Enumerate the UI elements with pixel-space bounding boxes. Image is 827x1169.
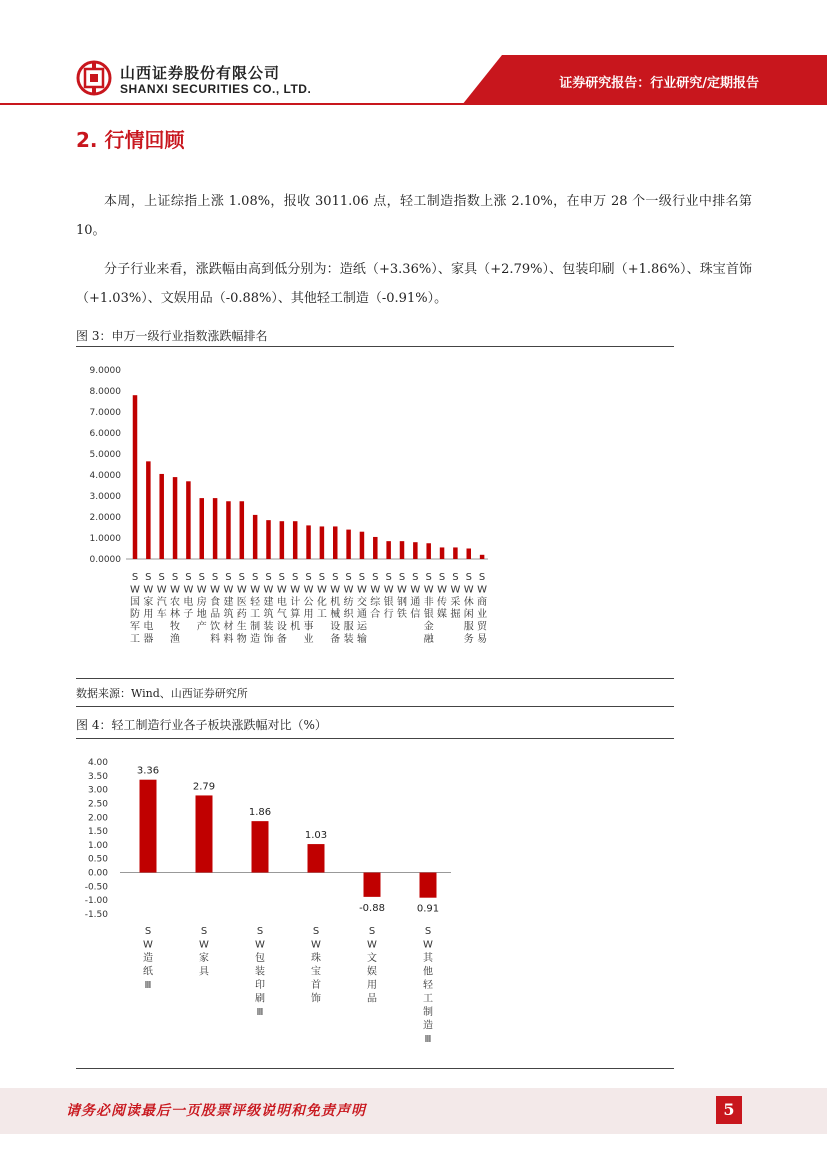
x-tick-char: 装 [255,966,265,978]
bar-2 [196,795,213,872]
x-tick-char: 文 [367,953,377,964]
x-tick-char: W [343,584,354,596]
x-tick-label [304,572,314,645]
x-tick-label [464,572,474,645]
x-tick-label [143,572,153,645]
x-tick-label [290,572,300,633]
x-tick-char: 制 [250,621,261,633]
x-tick-char: S [312,926,320,937]
x-tick-label [477,572,488,645]
x-tick-label [311,926,321,1005]
x-tick-char: 电 [276,596,287,608]
x-tick-label [423,926,434,1045]
y-tick-label: 3.50 [87,771,108,782]
x-tick-char: S [158,572,165,583]
x-tick-char: W [316,584,327,596]
x-tick-char: 业 [303,634,314,645]
x-tick-char: S [345,572,352,583]
bar-8 [226,501,231,559]
x-tick-char: 筑 [263,609,274,621]
bar-26 [467,549,472,560]
x-tick-char: S [200,926,208,937]
x-tick-char: S [225,572,232,583]
x-tick-char: 宝 [311,966,321,978]
x-tick-char: 食 [210,596,221,608]
x-tick-char: 料 [223,634,234,645]
x-tick-char: S [211,572,219,583]
x-tick-char: 造 [250,634,261,645]
x-tick-char: 轻 [423,980,433,991]
bar-17 [346,530,351,559]
x-tick-char: 装 [263,621,274,633]
x-tick-char: S [398,572,406,583]
figure4-title: 图 4：轻工制造行业各子板块涨跌幅对比（%） [76,718,327,732]
x-tick-char: S [278,572,286,583]
y-tick-label: -1.00 [84,896,108,907]
x-tick-label [264,572,274,645]
x-tick-char: Ⅲ [144,980,152,991]
x-tick-char: S [144,926,152,937]
x-tick-char: S [318,572,326,583]
x-tick-label [223,572,233,645]
x-tick-label [255,926,265,1018]
x-tick-char: Ⅲ [256,1007,264,1018]
x-tick-char: W [199,939,209,951]
x-tick-char: W [210,584,221,596]
bar-4 [173,477,178,559]
x-tick-char: 工 [130,634,140,645]
bar-23 [426,543,431,559]
x-tick-char: 用 [303,609,314,621]
x-tick-label [397,572,407,620]
x-tick-char: S [452,572,459,583]
bar-11 [266,520,271,559]
x-tick-char: W [263,584,274,596]
x-tick-char: W [223,584,234,596]
x-tick-char: 设 [276,621,287,633]
x-tick-char: 生 [236,621,247,633]
x-tick-char: W [450,584,461,596]
bar-1 [140,780,157,873]
x-tick-char: W [367,939,377,951]
x-tick-char: 地 [196,609,207,621]
x-tick-char: 用 [367,980,377,991]
x-tick-char: 筑 [223,609,234,621]
x-tick-char: W [330,584,341,596]
y-tick-label: 0.0000 [89,555,121,565]
y-tick-label: 2.50 [87,799,108,810]
bar-3 [159,474,164,559]
x-tick-label [330,572,340,645]
x-tick-char: 金 [423,621,434,633]
x-tick-char: 工 [250,609,261,621]
x-tick-char: 综 [370,596,381,608]
figure4-top-rule [76,706,674,707]
x-tick-char: 通 [356,609,367,621]
x-tick-char: S [425,572,432,583]
x-tick-char: 公 [303,596,314,608]
y-tick-label: 4.0000 [89,471,121,481]
x-tick-char: 用 [143,609,154,621]
x-tick-char: 材 [223,621,234,633]
company-name-en: SHANXI SECURITIES CO., LTD. [120,82,312,96]
x-tick-char: 制 [423,1007,433,1018]
x-tick-char: 纺 [343,596,354,608]
x-tick-label [367,926,377,1005]
y-tick-label: 0.00 [87,868,108,879]
x-tick-char: 首 [311,980,321,991]
y-tick-label: 1.50 [87,827,108,838]
x-tick-char: S [292,572,299,583]
x-tick-char: 输 [356,634,367,645]
data-label: 1.03 [304,830,328,842]
bar-14 [306,525,311,559]
x-tick-char: W [383,584,394,596]
page-header [0,0,827,110]
x-tick-char: W [156,584,167,596]
x-tick-char: 品 [367,993,377,1005]
x-tick-char: W [143,939,153,951]
x-tick-char: 服 [343,621,354,633]
x-tick-char: 传 [437,596,448,608]
x-tick-char: 其 [423,953,433,964]
bar-12 [280,521,285,559]
data-label: -0.88 [359,902,385,914]
x-tick-label [157,572,167,620]
x-tick-label [410,572,420,620]
x-tick-char: 轻 [250,596,261,608]
y-tick-label: 1.00 [87,840,108,851]
paragraph-market-summary: 本周，上证综指上涨 1.08%，报收 3011.06 点，轻工制造指数上涨 2.10%，在申万 28 个一级行业中排名第 10。 [76,194,752,238]
x-tick-char: W [303,584,314,596]
x-tick-char: 商 [477,596,488,608]
x-tick-char: 子 [183,609,194,621]
x-tick-char: 建 [263,596,274,608]
x-tick-char: W [477,584,488,596]
data-label: 0.91 [416,903,440,915]
x-tick-char: W [255,939,265,951]
x-tick-char: S [171,572,179,583]
bar-27 [480,555,485,559]
x-tick-char: 渔 [170,634,181,645]
figure3-source: 数据来源：Wind、山西证券研究所 [76,687,248,700]
x-tick-char: S [424,926,432,937]
x-tick-label [384,572,394,620]
x-tick-char: 休 [463,596,474,608]
x-tick-char: Ⅲ [424,1034,432,1045]
page-number: 5 [716,1096,742,1124]
y-tick-label: 3.0000 [89,492,121,502]
x-tick-label [424,572,435,645]
y-tick-label: 2.00 [87,813,108,824]
x-tick-char: 行 [383,609,394,621]
x-tick-char: W [311,939,321,951]
bar-7 [213,498,218,559]
x-tick-char: 信 [410,609,421,621]
y-tick-label: 3.00 [87,785,108,796]
x-tick-char: 闲 [463,609,474,621]
y-tick-label: 6.0000 [89,429,121,439]
x-tick-char: 军 [130,621,140,633]
bar-22 [413,542,418,559]
x-tick-label [237,572,247,645]
x-tick-char: W [370,584,381,596]
x-tick-char: S [238,572,245,583]
x-tick-char: S [185,572,192,583]
x-tick-char: 采 [450,596,461,608]
x-tick-char: 贸 [477,621,488,633]
y-tick-label: 8.0000 [89,387,121,397]
x-tick-char: S [372,572,379,583]
x-tick-char: S [332,572,339,583]
x-tick-char: W [130,584,140,596]
paragraph-subsector-summary: 分子行业来看，涨跌幅由高到低分别为：造纸（+3.36%）、家具（+2.79%）、包装印刷（+1.86%）、珠宝首饰（+1.03%）、文娱用品（-0.88%）、其他轻工制造（-0.91%）。 [76,262,752,306]
x-tick-label [357,572,368,645]
figure3-chart [76,348,674,678]
bar-16 [333,526,338,559]
company-logo-icon [76,60,112,96]
bar-4 [308,844,325,872]
x-tick-char: 媒 [437,609,448,621]
x-tick-char: W [397,584,407,596]
x-tick-char: 药 [236,609,247,621]
x-tick-char: W [276,584,287,596]
x-tick-char: 饰 [263,634,274,645]
x-tick-char: 设 [330,621,341,633]
x-tick-char: 机 [330,596,341,608]
x-tick-char: 农 [170,596,181,608]
x-tick-char: 掘 [450,609,461,621]
x-tick-char: 务 [463,634,474,645]
x-tick-char: 家 [143,596,154,608]
x-tick-char: 银 [423,609,434,621]
y-tick-label: 2.0000 [89,513,121,523]
footer-disclaimer: 请务必阅读最后一页股票评级说明和免责声明 [66,1103,366,1119]
x-tick-char: 国 [130,596,140,608]
x-tick-char: 饰 [311,993,321,1005]
x-tick-char: 非 [423,596,434,608]
x-tick-label [344,572,355,645]
bar-18 [360,532,365,559]
x-tick-char: 防 [130,609,140,621]
bar-19 [373,537,378,559]
figure4-bottom-rule [76,1068,674,1069]
x-tick-char: W [196,584,207,596]
x-tick-char: 他 [423,966,433,978]
x-tick-char: 珠 [311,953,321,964]
x-tick-char: S [385,572,392,583]
x-tick-char: 气 [276,609,287,621]
x-tick-char: 合 [370,609,381,621]
x-tick-char: 纸 [143,966,153,978]
y-tick-label: 0.50 [87,854,108,865]
x-tick-label [199,926,210,978]
bar-15 [320,526,325,559]
x-tick-char: 器 [143,634,154,645]
x-tick-char: 娱 [367,966,377,978]
x-tick-char: 服 [463,621,474,633]
x-tick-char: S [145,572,152,583]
x-tick-char: W [423,939,433,951]
bar-10 [253,515,258,559]
x-tick-char: W [250,584,261,596]
x-tick-char: W [236,584,247,596]
x-tick-char: 备 [330,634,341,645]
x-tick-label [183,572,193,620]
x-tick-char: S [478,572,486,583]
x-tick-char: S [265,572,272,583]
x-tick-char: W [423,584,434,596]
x-tick-label [250,572,261,645]
x-tick-char: 业 [477,609,488,621]
y-tick-label: 1.0000 [89,534,121,544]
x-tick-char: 产 [196,621,207,633]
x-tick-char: 电 [143,621,154,633]
y-tick-label: 4.00 [87,758,108,768]
bar-6 [200,498,205,559]
y-tick-label: 7.0000 [89,408,121,418]
x-tick-char: 医 [236,596,247,608]
x-tick-char: 车 [156,609,167,621]
x-tick-char: 工 [316,609,327,621]
x-tick-char: 备 [276,634,287,645]
x-tick-char: 建 [223,596,234,608]
x-tick-char: S [358,572,366,583]
x-tick-char: W [170,584,180,596]
figure4-header-rule [76,738,674,739]
y-tick-label: 5.0000 [89,450,121,460]
bar-20 [386,541,391,559]
x-tick-char: W [410,584,421,596]
x-tick-label [210,572,220,645]
x-tick-char: 计 [290,596,301,608]
x-tick-label [450,572,460,620]
data-label: 2.79 [192,781,216,793]
x-tick-char: 房 [196,596,207,608]
x-tick-char: 织 [343,609,354,621]
x-tick-char: 品 [210,609,221,621]
x-tick-char: 化 [316,596,327,608]
x-tick-char: W [463,584,474,596]
x-tick-char: 汽 [156,596,167,608]
x-tick-char: S [198,572,205,583]
x-tick-char: 包 [255,953,265,964]
bar-3 [252,821,269,872]
x-tick-label [317,572,327,620]
bar-1 [133,395,138,559]
x-tick-char: 算 [290,609,301,621]
x-tick-label [197,572,207,633]
figure3-title: 图 3：申万一级行业指数涨跌幅排名 [76,329,268,343]
x-tick-label [170,572,180,645]
x-tick-label [437,572,447,620]
x-tick-char: 工 [423,993,433,1005]
x-tick-char: S [438,572,446,583]
x-tick-char: 林 [170,609,181,621]
x-tick-char: W [143,584,154,596]
x-tick-char: 银 [383,596,394,608]
figure4-chart [76,742,674,1068]
x-tick-char: S [368,926,376,937]
x-tick-char: S [465,572,472,583]
bar-21 [400,541,405,559]
x-tick-char: 通 [410,596,421,608]
x-tick-char: 造 [423,1020,433,1032]
x-tick-char: S [251,572,259,583]
bar-2 [146,461,151,559]
x-tick-char: 物 [236,634,247,645]
bar-6 [420,873,437,898]
figure3-top-rule [76,346,674,347]
bar-5 [186,481,191,559]
x-tick-char: S [131,572,139,583]
y-tick-label: 9.0000 [89,366,121,376]
x-tick-char: S [256,926,264,937]
data-label: 3.36 [136,765,160,777]
y-tick-label: -0.50 [84,882,108,893]
x-tick-char: 家 [199,953,209,964]
x-tick-char: W [290,584,301,596]
x-tick-char: 造 [143,953,153,964]
x-tick-char: 钢 [397,596,407,608]
x-tick-char: S [305,572,312,583]
x-tick-char: 机 [290,621,301,633]
x-tick-char: 印 [255,980,265,991]
x-tick-char: 装 [343,634,354,645]
x-tick-char: 料 [210,634,221,645]
x-tick-char: W [357,584,367,596]
bar-25 [453,547,458,559]
company-name-cn: 山西证券股份有限公司 [120,64,281,82]
x-tick-label [130,572,140,645]
x-tick-char: S [412,572,419,583]
section-title: 2. 行情回顾 [76,128,185,152]
x-tick-char: 械 [330,609,341,621]
figure3-bottom-rule [76,678,674,679]
x-tick-char: 事 [303,621,314,633]
bar-9 [240,501,245,559]
x-tick-char: W [437,584,447,596]
x-tick-char: 交 [356,596,367,608]
x-tick-label [143,926,153,991]
report-type: 证券研究报告：行业研究/定期报告 [559,76,759,91]
x-tick-label [370,572,381,620]
x-tick-char: 饮 [210,621,221,633]
x-tick-char: 运 [356,621,367,633]
bar-13 [293,521,298,559]
data-label: 1.86 [248,807,272,819]
x-tick-char: 融 [423,634,434,645]
x-tick-char: 铁 [397,609,407,621]
y-tick-label: -1.50 [84,910,108,920]
x-tick-char: W [183,584,194,596]
x-tick-label [277,572,287,645]
bar-5 [364,873,381,897]
x-tick-char: 牧 [170,621,181,633]
x-tick-char: 具 [199,966,209,978]
x-tick-char: 刷 [255,993,265,1005]
bar-24 [440,547,445,559]
x-tick-char: 电 [183,596,194,608]
x-tick-char: 易 [477,634,488,645]
